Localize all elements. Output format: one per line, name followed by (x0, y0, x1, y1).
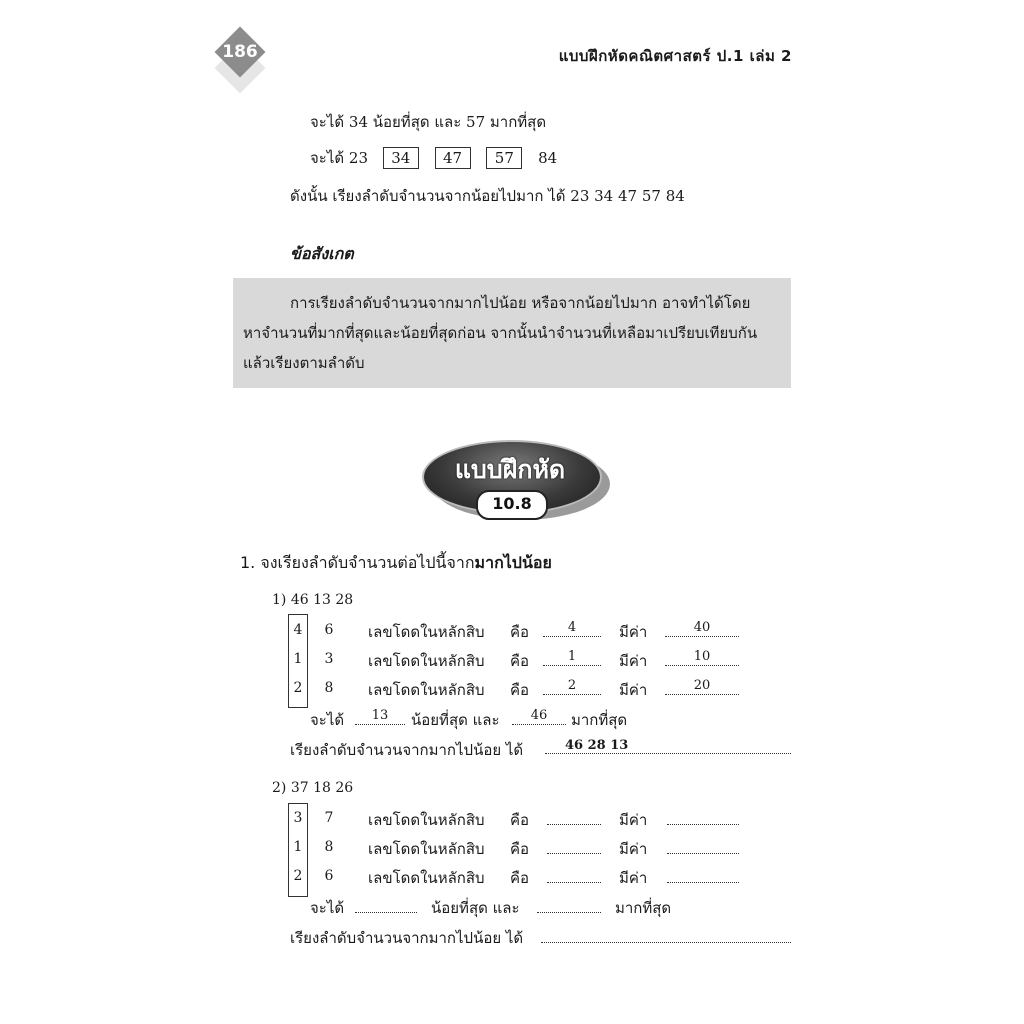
p2-row2-label: เลขโดดในหลักสิบ (368, 840, 485, 858)
badge-number: 10.8 (492, 494, 532, 513)
p2-row3-digit-answer[interactable] (547, 866, 601, 883)
p2-row1-tens: 3 (293, 810, 303, 826)
note-line-2: หาจำนวนที่มากที่สุดและน้อยที่สุดก่อน จากนั้นนำจำนวนที่เหลือมาเปรียบเทียบกัน (243, 324, 758, 342)
p2-least-label: น้อยที่สุด และ (431, 899, 520, 917)
note-box (233, 278, 791, 388)
note-title: ข้อสังเกต (290, 244, 354, 263)
p1-least-answer[interactable]: 13 (355, 708, 405, 725)
p2-row1-digit-answer[interactable] (547, 808, 601, 825)
page-number: 186 (222, 42, 258, 62)
intro-box-3: 57 (486, 147, 522, 169)
p2-row1-is: คือ (510, 811, 530, 829)
p1-row2-ones: 3 (324, 651, 334, 667)
p2-most-label: มากที่สุด (615, 899, 672, 917)
p1-row2-value-answer[interactable]: 10 (665, 649, 739, 666)
intro-line-2 (310, 146, 557, 170)
p2-row3-value-answer[interactable] (667, 866, 739, 883)
p1-get-label: จะได้ (310, 711, 345, 729)
p2-least-answer[interactable] (355, 896, 417, 913)
p1-row3-digit-answer[interactable]: 2 (543, 678, 601, 695)
p1-row3-label: เลขโดดในหลักสิบ (368, 681, 485, 699)
p1-row3-tens: 2 (293, 680, 303, 696)
intro-line-3: ดังนั้น เรียงลำดับจำนวนจากน้อยไปมาก ได้ 23 34 47 57 84 (290, 187, 685, 205)
p1-order-answer[interactable]: 46 28 13 (545, 738, 791, 754)
intro-box-1: 34 (383, 147, 419, 169)
p1-row2-label: เลขโดดในหลักสิบ (368, 652, 485, 670)
problem-1-header: 1) 46 13 28 (272, 592, 354, 608)
p2-row1-ones: 7 (324, 810, 334, 826)
p1-row3-value-answer[interactable]: 20 (665, 678, 739, 695)
p1-row1-value-answer[interactable]: 40 (665, 620, 739, 637)
p2-row1-value-answer[interactable] (667, 808, 739, 825)
p2-row2-value-label: มีค่า (619, 840, 648, 858)
p2-row2-is: คือ (510, 840, 530, 858)
intro-line-2-suffix: 84 (538, 149, 558, 167)
p2-most-answer[interactable] (537, 896, 601, 913)
p2-row3-label: เลขโดดในหลักสิบ (368, 869, 485, 887)
question-prefix: 1. จงเรียงลำดับจำนวนต่อไปนี้จาก (240, 553, 475, 572)
intro-box-2: 47 (435, 147, 471, 169)
p2-row3-is: คือ (510, 869, 530, 887)
p1-row1-ones: 6 (324, 622, 334, 638)
p1-most-answer[interactable]: 46 (512, 708, 566, 725)
p1-row1-value-label: มีค่า (619, 623, 648, 641)
p2-order-answer[interactable] (541, 926, 791, 943)
intro-line-2-prefix: จะได้ 23 (310, 149, 368, 167)
p2-order-label: เรียงลำดับจำนวนจากมากไปน้อย ได้ (290, 929, 524, 947)
exercise-badge (418, 436, 612, 528)
page-number-badge (216, 30, 264, 94)
p1-row2-digit-answer[interactable]: 1 (543, 649, 601, 666)
p2-row3-ones: 6 (324, 868, 334, 884)
p1-row1-label: เลขโดดในหลักสิบ (368, 623, 485, 641)
p2-row3-value-label: มีค่า (619, 869, 648, 887)
p1-row2-tens: 1 (293, 651, 303, 667)
p1-order-label: เรียงลำดับจำนวนจากมากไปน้อย ได้ (290, 741, 524, 759)
note-line-1: การเรียงลำดับจำนวนจากมากไปน้อย หรือจากน้อยไปมาก อาจทำได้โดย (290, 294, 751, 312)
p1-row3-is: คือ (510, 681, 530, 699)
p2-row2-ones: 8 (324, 839, 334, 855)
p2-row3-tens: 2 (293, 868, 303, 884)
p1-least-label: น้อยที่สุด และ (411, 711, 500, 729)
p1-row1-tens: 4 (293, 622, 303, 638)
p2-row1-label: เลขโดดในหลักสิบ (368, 811, 485, 829)
p1-row2-value-label: มีค่า (619, 652, 648, 670)
p2-get-label: จะได้ (310, 899, 345, 917)
p1-row1-is: คือ (510, 623, 530, 641)
p1-row3-ones: 8 (324, 680, 334, 696)
question-emphasis: มากไปน้อย (474, 553, 552, 572)
p1-row1-digit-answer[interactable]: 4 (543, 620, 601, 637)
problem-2-header: 2) 37 18 26 (272, 780, 354, 796)
p2-row1-value-label: มีค่า (619, 811, 648, 829)
p1-row2-is: คือ (510, 652, 530, 670)
book-title: แบบฝึกหัดคณิตศาสตร์ ป.1 เล่ม 2 (558, 47, 792, 65)
p2-row2-tens: 1 (293, 839, 303, 855)
note-line-3: แล้วเรียงตามลำดับ (243, 354, 365, 372)
p1-most-label: มากที่สุด (571, 711, 628, 729)
badge-number-pill (476, 490, 548, 520)
intro-line-1: จะได้ 34 น้อยที่สุด และ 57 มากที่สุด (310, 113, 547, 131)
p1-row3-value-label: มีค่า (619, 681, 648, 699)
badge-title: แบบฝึกหัด (454, 455, 566, 484)
p2-row2-digit-answer[interactable] (547, 837, 601, 854)
p2-row2-value-answer[interactable] (667, 837, 739, 854)
question-title (240, 551, 552, 576)
